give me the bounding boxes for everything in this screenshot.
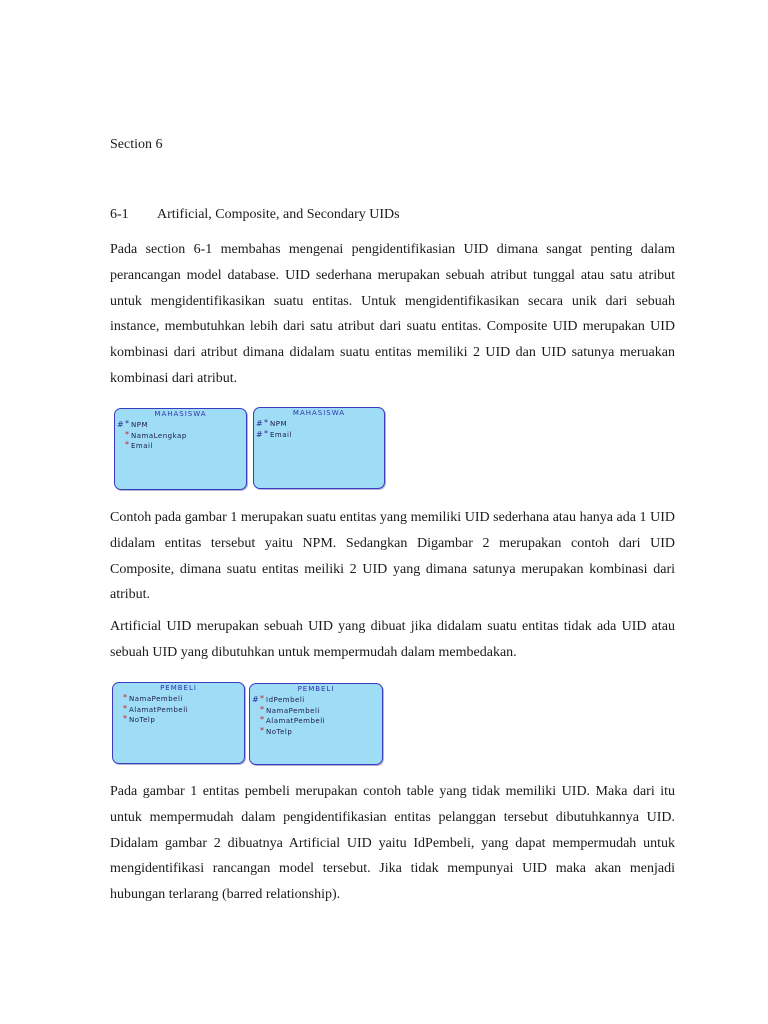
- entity-mahasiswa-composite-uid: [253, 407, 385, 489]
- attribute-row: [254, 430, 384, 441]
- attribute-row: [113, 715, 244, 726]
- uid-hash-mark: #: [252, 695, 260, 704]
- mandatory-asterisk: *: [260, 715, 265, 724]
- attribute-row: [250, 716, 382, 727]
- mandatory-asterisk: *: [125, 429, 130, 439]
- entity-name: MAHASISWA: [154, 410, 207, 418]
- paragraph-pembeli-explanation: Pada gambar 1 entitas pembeli merupakan contoh table yang tidak memiliki UID. Maka dari itu untuk mempermudah dalam pengidentifikasian entitas pelanggan tersebut dibutuhkannya UID. Didalam gambar 2 dibuatnya Artificial UID yaitu IdPembeli, yang dapat mempermudah untuk mengidentifikasi rancangan model tersebut. Jika tidak mempunyai UID maka akan menjadi hubungan terlarang (barred relationship).: [110, 784, 675, 903]
- attribute-name: NamaPembeli: [129, 695, 183, 703]
- entity-mahasiswa-simple-uid: [114, 408, 247, 490]
- attribute-row: [115, 431, 246, 442]
- entity-name: PEMBELI: [160, 684, 197, 692]
- attribute-row: [115, 420, 246, 431]
- attribute-name: NPM: [270, 420, 287, 428]
- section-title: Section 6: [110, 137, 163, 152]
- attribute-name: Email: [270, 430, 292, 439]
- attribute-row: [250, 727, 382, 738]
- attribute-row: [113, 694, 244, 705]
- subheading-number: 6-1: [110, 207, 129, 222]
- mandatory-asterisk: *: [260, 725, 265, 735]
- attribute-name: NamaPembeli: [266, 706, 320, 715]
- attribute-name: Email: [131, 442, 153, 450]
- attribute-row: [250, 695, 382, 706]
- attribute-name: NoTelp: [129, 716, 156, 724]
- entity-name: PEMBELI: [297, 685, 335, 693]
- attribute-name: AlamatPembeli: [266, 717, 326, 725]
- mandatory-asterisk: *: [260, 704, 265, 714]
- mandatory-asterisk: *: [123, 714, 128, 723]
- attribute-row: [254, 419, 384, 430]
- attribute-name: IdPembeli: [266, 696, 305, 704]
- mandatory-asterisk: *: [125, 419, 130, 428]
- subheading: [110, 207, 400, 223]
- attribute-name: NamaLengkap: [131, 431, 187, 440]
- mandatory-asterisk: *: [123, 693, 128, 702]
- mandatory-asterisk: *: [264, 428, 269, 438]
- mandatory-asterisk: *: [123, 703, 128, 713]
- attribute-row: [250, 706, 382, 717]
- attribute-name: NPM: [131, 421, 148, 429]
- subheading-title: Artificial, Composite, and Secondary UIDs: [157, 207, 400, 222]
- entity-name: MAHASISWA: [292, 409, 346, 417]
- attribute-name: NoTelp: [266, 727, 293, 736]
- mandatory-asterisk: *: [125, 440, 130, 449]
- paragraph-example: Contoh pada gambar 1 merupakan suatu entitas yang memiliki UID sederhana atau hanya ada 1 UID didalam entitas tersebut yaitu NPM. Sedangkan Digambar 2 merupakan contoh dari UID Composite, dimana suatu entitas meiliki 2 UID yang dimana satunya merupakan kombinasi dari atribut.: [110, 510, 675, 603]
- paragraph-artificial-uid: Artificial UID merupakan sebuah UID yang dibuat jika didalam suatu entitas tidak ada UID atau sebuah UID yang dibutuhkan untuk mempermudah dalam membedakan.: [110, 619, 675, 660]
- attribute-name: AlamatPembeli: [129, 705, 189, 714]
- attribute-row: [113, 705, 244, 716]
- uid-hash-mark: #: [256, 429, 264, 439]
- entity-pembeli-no-uid: [112, 682, 245, 764]
- mandatory-asterisk: *: [260, 694, 265, 703]
- paragraph-intro: Pada section 6-1 membahas mengenai pengidentifikasian UID dimana sangat penting dalam perancangan model database. UID sederhana merupakan sebuah atribut tunggal atau satu atribut untuk mengidentifikasikan suatu entitas. Untuk mengidentifikasikan secara unik dari sebuah instance, membutuhkan lebih dari satu atribut dari suatu entitas. Composite UID merupakan UID kombinasi dari atribut dimana didalam suatu entitas memiliki 2 UID dan UID satunya meruakan kombinasi dari atribut.: [110, 242, 675, 386]
- mandatory-asterisk: *: [264, 418, 269, 427]
- attribute-row: [115, 441, 246, 452]
- entity-pembeli-artificial-uid: [249, 683, 383, 765]
- uid-hash-mark: #: [117, 420, 125, 429]
- uid-hash-mark: #: [256, 419, 264, 428]
